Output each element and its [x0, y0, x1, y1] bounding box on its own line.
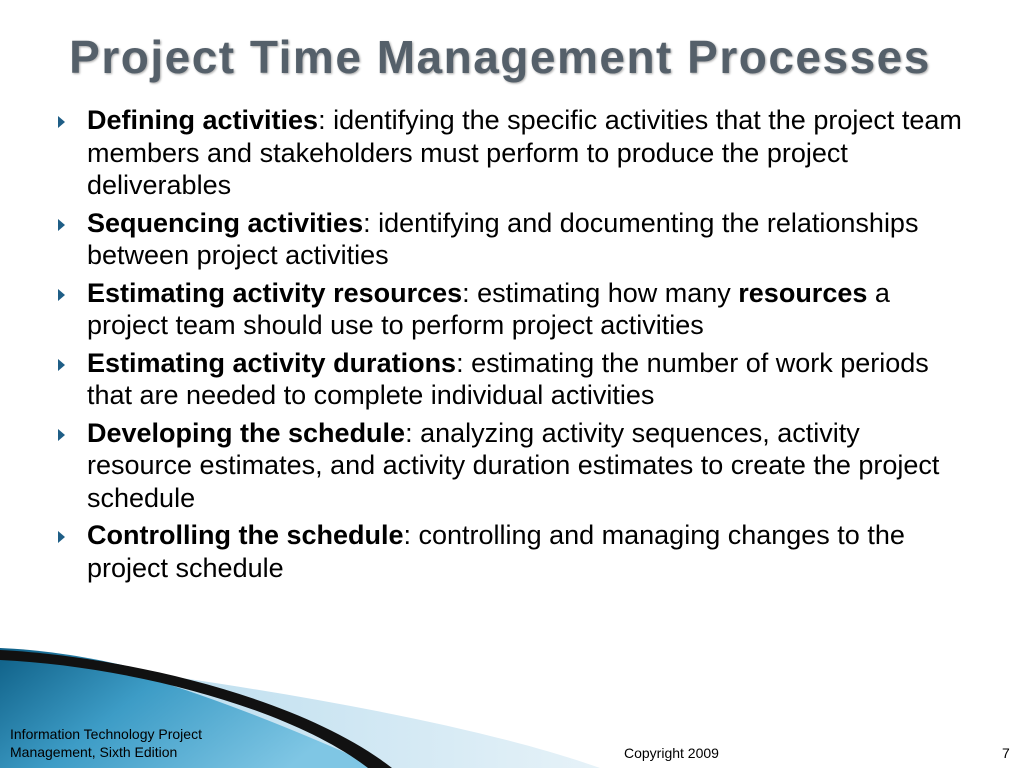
bullet-text: : estimating how many: [462, 277, 739, 308]
bullet-term: Estimating activity durations: [87, 347, 457, 378]
bullet-text-cont: a project team should use to perform project activities: [87, 277, 890, 340]
bullet-text: : identifying the specific activities that the project team members and stakeholders must perform to produce the project deliverables: [87, 105, 962, 200]
bullet-term: Defining activities: [87, 105, 319, 135]
bullet-term: Sequencing activities: [87, 207, 364, 238]
bullet-term: Developing the schedule: [87, 417, 406, 448]
bullet-text: : estimating the number of work periods that are needed to complete individual activities: [87, 347, 929, 410]
slide-title: Project Time Management Processes: [69, 31, 931, 83]
footer-book-title: Information Technology Project Management, Sixth Edition: [10, 726, 202, 760]
bullet-text: : controlling and managing changes to the project schedule: [87, 520, 905, 583]
bullet-term-inline: resources: [738, 277, 868, 308]
slide-number: 7: [1002, 745, 1010, 761]
bullet-term: Controlling the schedule: [87, 520, 404, 550]
bullet-text: : analyzing activity sequences, activity resource estimates, and activity duration estimates to create the project schedule: [87, 417, 940, 513]
bullet-text: : identifying and documenting the relationships between project activities: [87, 207, 919, 270]
footer-copyright: Copyright 2009: [624, 745, 719, 761]
bullet-term: Estimating activity resources: [87, 277, 463, 308]
